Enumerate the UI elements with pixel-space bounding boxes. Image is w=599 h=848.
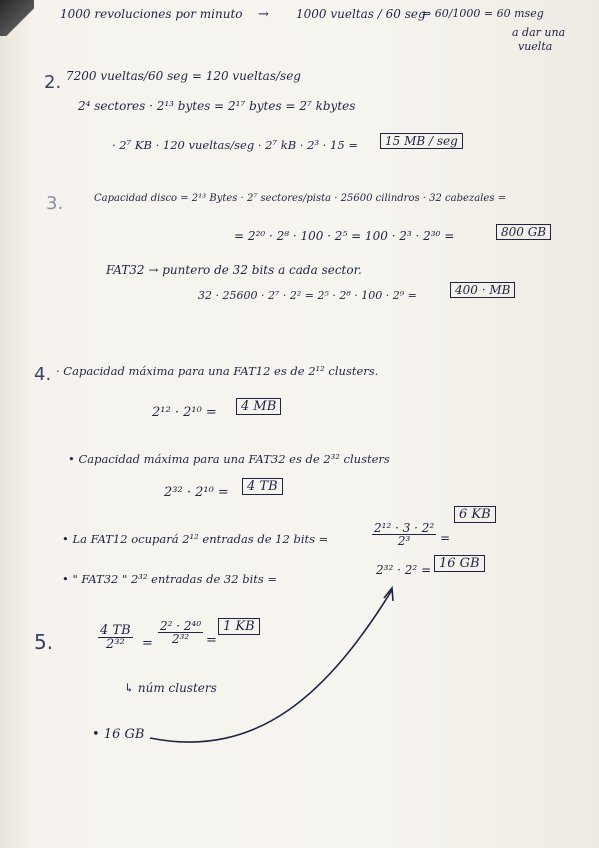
result-15mb: 15 MB / seg xyxy=(380,133,463,149)
result-800gb: 800 GB xyxy=(496,224,551,240)
line-sectores: 2⁴ sectores · 2¹³ bytes = 2¹⁷ bytes = 2⁷ kbytes xyxy=(78,99,356,113)
fraction-numerator: 4 TB xyxy=(100,623,131,638)
fraction-numerator: 2² · 2⁴⁰ xyxy=(160,619,202,633)
equals-sign: = xyxy=(142,636,153,651)
arrow-text: → xyxy=(258,7,269,22)
section-number: 4. xyxy=(34,364,52,385)
fraction-fat12 xyxy=(372,522,436,547)
line-vueltas: 1000 vueltas / 60 seg xyxy=(296,7,426,21)
section-number: 5. xyxy=(34,630,54,654)
fraction-4tb xyxy=(98,624,133,651)
result-16gb: 16 GB xyxy=(434,555,485,572)
fraction-denominator: 2³² xyxy=(105,637,125,652)
result-1kb: 1 KB xyxy=(218,618,260,635)
result-6kb: 6 KB xyxy=(454,506,496,523)
line-fat32-calc: 2³² · 2¹⁰ = xyxy=(164,485,229,500)
line-fat12-max: · Capacidad máxima para una FAT12 es de 2¹² clusters. xyxy=(56,364,379,378)
equals-sign: = xyxy=(440,531,451,545)
binder-shadow xyxy=(0,0,34,36)
line-num-clusters: ↳ núm clusters xyxy=(124,681,217,695)
line-fat32-ocupa: • " FAT32 " 2³² entradas de 32 bits = xyxy=(62,572,278,586)
line-fat32-calc2: 2³² · 2² = xyxy=(376,563,432,577)
line-7200: 7200 vueltas/60 seg = 120 vueltas/seg xyxy=(66,69,301,83)
line-vuelta: vuelta xyxy=(518,40,553,53)
fraction-numerator: 2¹² · 3 · 2² xyxy=(374,521,435,535)
line-fat32-puntero: FAT32 → puntero de 32 bits a cada sector. xyxy=(106,263,362,277)
result-4mb: 4 MB xyxy=(236,398,281,415)
fraction-denominator: 2³² xyxy=(171,632,190,646)
result-400mb: 400 · MB xyxy=(450,282,515,298)
line-dar: a dar una xyxy=(512,26,566,39)
line-16gb: • 16 GB xyxy=(92,727,145,742)
fraction-powers xyxy=(158,620,203,645)
line-calc-fat: 32 · 25600 · 2⁷ · 2² = 2⁵ · 2⁸ · 100 · 2⁹ = xyxy=(198,289,417,302)
equals-sign: = xyxy=(206,633,217,648)
result-4tb: 4 TB xyxy=(242,478,283,495)
line-fat32-max: • Capacidad máxima para una FAT32 es de 2³² clusters xyxy=(68,452,390,466)
line-rpm: 1000 revoluciones por minuto xyxy=(60,7,243,21)
line-fat12-calc: 2¹² · 2¹⁰ = xyxy=(152,405,217,420)
line-calc-disco: = 2²⁰ · 2⁸ · 100 · 2⁵ = 100 · 2³ · 2³⁰ = xyxy=(234,229,455,243)
line-mseg: ⇒ 60/1000 = 60 mseg xyxy=(422,7,544,20)
fraction-denominator: 2³ xyxy=(397,534,411,548)
line-capacidad-disco: Capacidad disco = 2¹³ Bytes · 2⁷ sectores/pista · 25600 cilindros · 32 cabezales = xyxy=(94,193,506,204)
line-fat12-ocupa: • La FAT12 ocupará 2¹² entradas de 12 bits = xyxy=(62,532,329,546)
section-number: 3. xyxy=(46,193,64,214)
line-transfer: · 2⁷ KB · 120 vueltas/seg · 2⁷ kB · 2³ · 15 = xyxy=(112,138,358,152)
section-number: 2. xyxy=(44,72,62,93)
